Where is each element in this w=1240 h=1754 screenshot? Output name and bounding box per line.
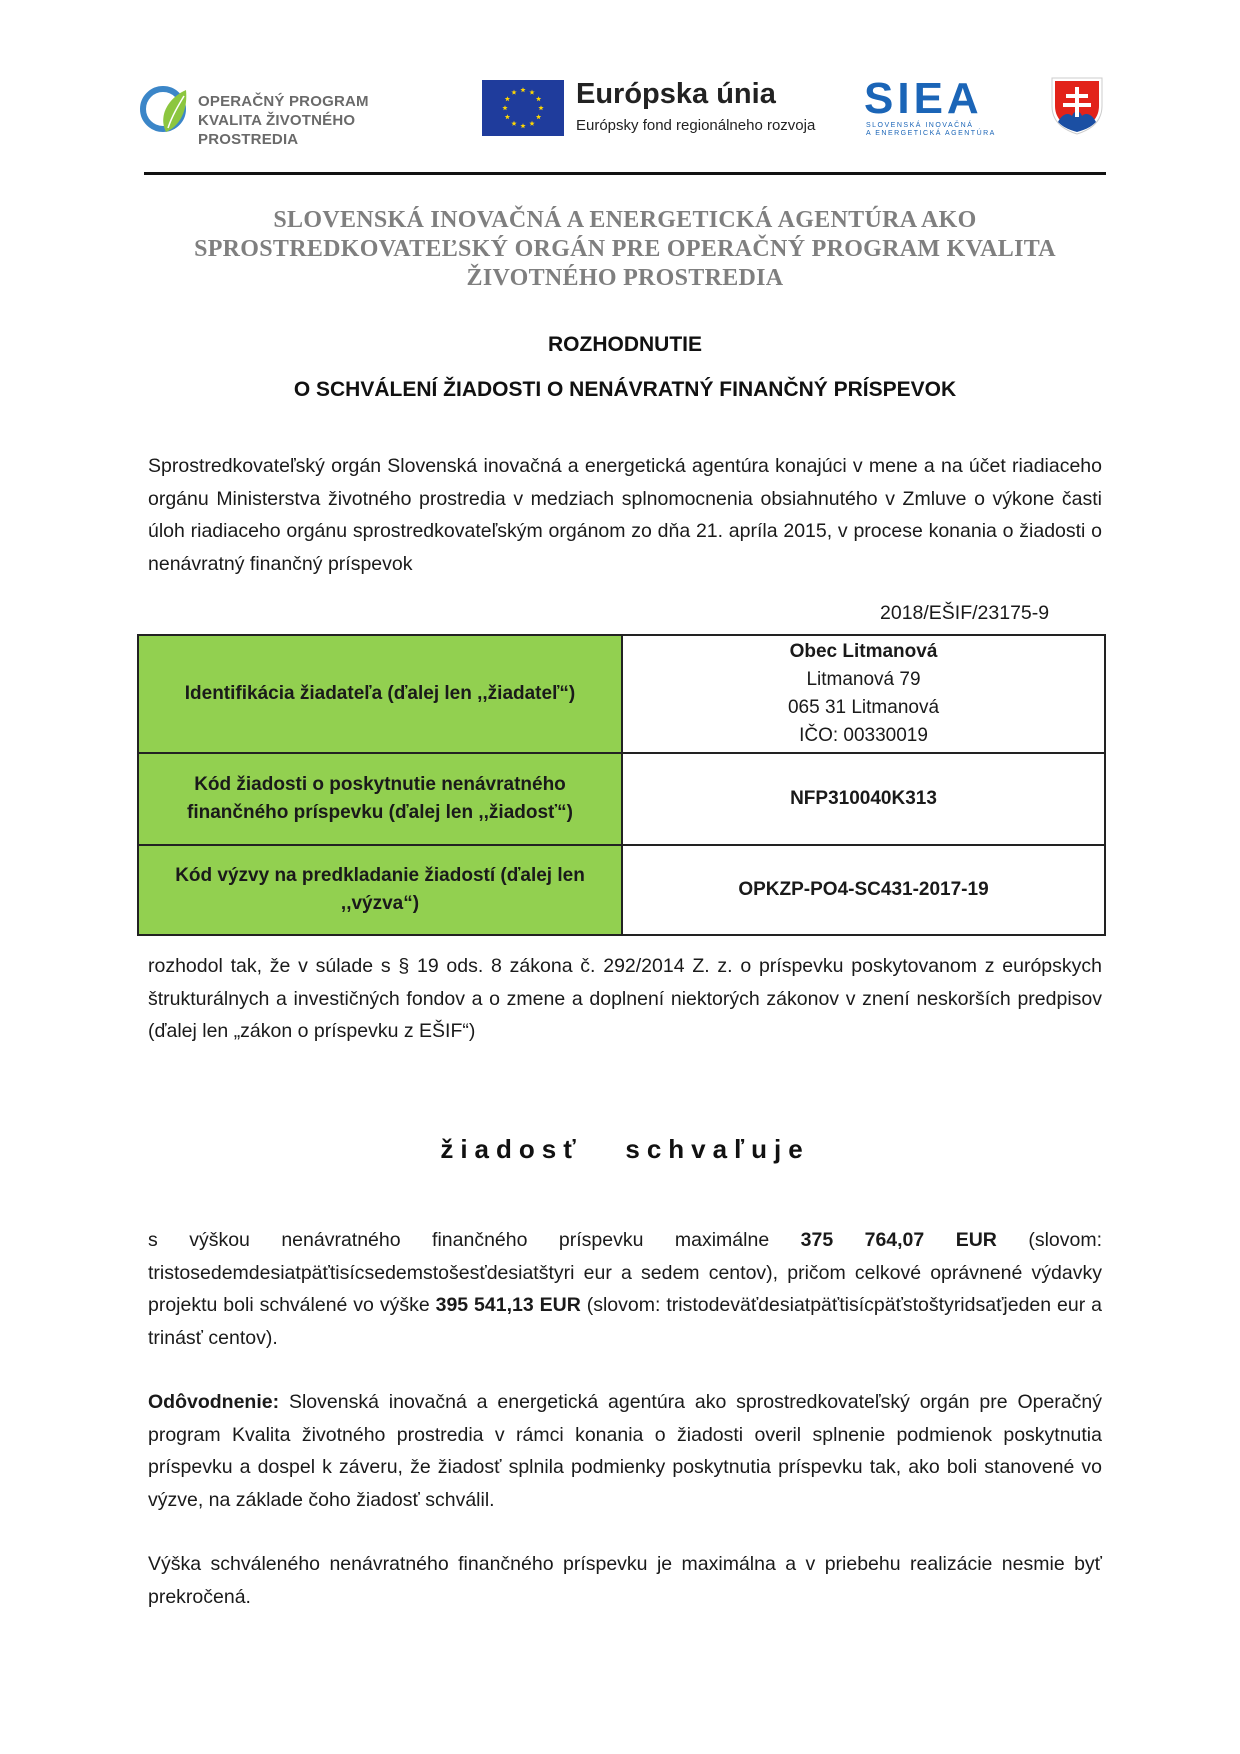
call-code-label: Kód výzvy na predkladanie žiadostí (ďalej len ,,výzva“) — [138, 845, 622, 935]
grant-amount: 375 764,07 EUR — [800, 1229, 997, 1251]
agency-line2: SPROSTREDKOVATEĽSKÝ ORGÁN PRE OPERAČNÝ PROGRAM KVALITA — [194, 236, 1056, 262]
applicant-street: Litmanová 79 — [806, 669, 921, 690]
amount-text-after: (slovom: tristodeväťdesiatpäťtisícpäťstoštyridsaťjeden eur a trinásť centov). — [148, 1294, 1102, 1349]
intro-paragraph: Sprostredkovateľský orgán Slovenská inovačná a energetická agentúra konajúci v mene a na účet riadiaceho orgánu Ministerstva životného prostredia v medziach splnomocnenia obsiahnutého v Zmluve o výkone časti úloh riadiaceho orgánu sprostredkovateľským orgánom zo dňa 21. apríla 2015, v procese konania o žiadosti o nenávratný finančný príspevok — [148, 455, 1102, 575]
applicant-label: Identifikácia žiadateľa (ďalej len ,,žiadateľ“) — [138, 635, 622, 753]
applicant-info-table — [137, 634, 1106, 936]
eu-logo — [482, 80, 822, 140]
table-row — [138, 753, 1105, 845]
reference-number: 2018/EŠIF/23175-9 — [880, 602, 1050, 624]
slovak-coat-of-arms-icon — [1050, 76, 1104, 136]
siea-line2: A ENERGETICKÁ AGENTÚRA — [866, 130, 996, 137]
justification-paragraph — [148, 1386, 1102, 1516]
application-code-label: Kód žiadosti o poskytnutie nenávratného finančného príspevku (ďalej len ,,žiadosť“) — [138, 753, 622, 845]
opkzp-logo — [138, 80, 458, 148]
agency-heading — [140, 206, 1110, 293]
eu-title: Európska únia — [576, 78, 776, 110]
applicant-ico: IČO: 00330019 — [799, 725, 928, 746]
siea-wordmark: SIEA — [864, 74, 983, 123]
header-rule — [144, 172, 1106, 175]
amount-text-before: s výškou nenávratného finančného príspevku maximálne — [148, 1229, 801, 1251]
opkzp-line1: OPERAČNÝ PROGRAM — [198, 93, 369, 110]
application-code-value: NFP310040K313 — [622, 753, 1105, 845]
agency-line1: SLOVENSKÁ INOVAČNÁ A ENERGETICKÁ AGENTÚRA AKO — [273, 207, 977, 233]
final-paragraph: Výška schváleného nenávratného finančného príspevku je maximálna a v priebehu realizácie nesmie byť prekročená. — [148, 1553, 1102, 1608]
opkzp-logo-text — [198, 92, 458, 149]
agency-line3: ŽIVOTNÉHO PROSTREDIA — [466, 265, 784, 291]
decision-basis-paragraph: rozhodol tak, že v súlade s § 19 ods. 8 zákona č. 292/2014 Z. z. o príspevku poskytovanom z európskych štrukturálnych a investičných fondov a o zmene a doplnení niektorých zákonov v znení neskorších predpisov (ďalej len „zákon o príspevku z EŠIF“) — [148, 955, 1102, 1042]
applicant-cell — [622, 635, 1105, 753]
header-logos — [138, 74, 1108, 148]
document-subtitle: O SCHVÁLENÍ ŽIADOSTI O NENÁVRATNÝ FINANČNÝ PRÍSPEVOK — [293, 378, 957, 401]
eu-subtitle: Európsky fond regionálneho rozvoja — [576, 117, 816, 134]
eu-flag-icon — [482, 80, 564, 136]
call-code-value: OPKZP-PO4-SC431-2017-19 — [622, 845, 1105, 935]
justification-label: Odôvodnenie: — [148, 1391, 280, 1413]
table-row — [138, 635, 1105, 753]
document-title: ROZHODNUTIE — [548, 333, 702, 356]
opkzp-line2: KVALITA ŽIVOTNÉHO PROSTREDIA — [198, 112, 356, 148]
amount-text-middle: (slovom: tristosedemdesiatpäťtisícsedemstošesťdesiatštyri eur a sedem centov), pričom celkové oprávnené výdavky projektu boli schválené vo výške — [148, 1229, 1102, 1316]
siea-subtitle — [866, 122, 996, 138]
applicant-name: Obec Litmanová — [789, 641, 938, 662]
amount-paragraph — [148, 1224, 1102, 1354]
justification-text: Slovenská inovačná a energetická agentúra ako sprostredkovateľský orgán pre Operačný program Kvalita životného prostredia v rámci konania o žiadosti overil splnenie podmienok poskytnutia príspevku a dospel k záveru, že žiadosť splnila podmienky poskytnutia príspevku tak, ako boli stanovené vo výzve, na základe čoho žiadosť schválil. — [148, 1391, 1102, 1511]
opkzp-leaf-icon — [138, 80, 192, 138]
verdict-heading: žiadosť schvaľuje — [440, 1134, 810, 1164]
table-row — [138, 845, 1105, 935]
applicant-city: 065 31 Litmanová — [787, 697, 940, 718]
siea-logo — [864, 76, 1004, 140]
total-eligible-amount: 395 541,13 EUR — [435, 1294, 581, 1316]
siea-line1: SLOVENSKÁ INOVAČNÁ — [866, 122, 974, 129]
